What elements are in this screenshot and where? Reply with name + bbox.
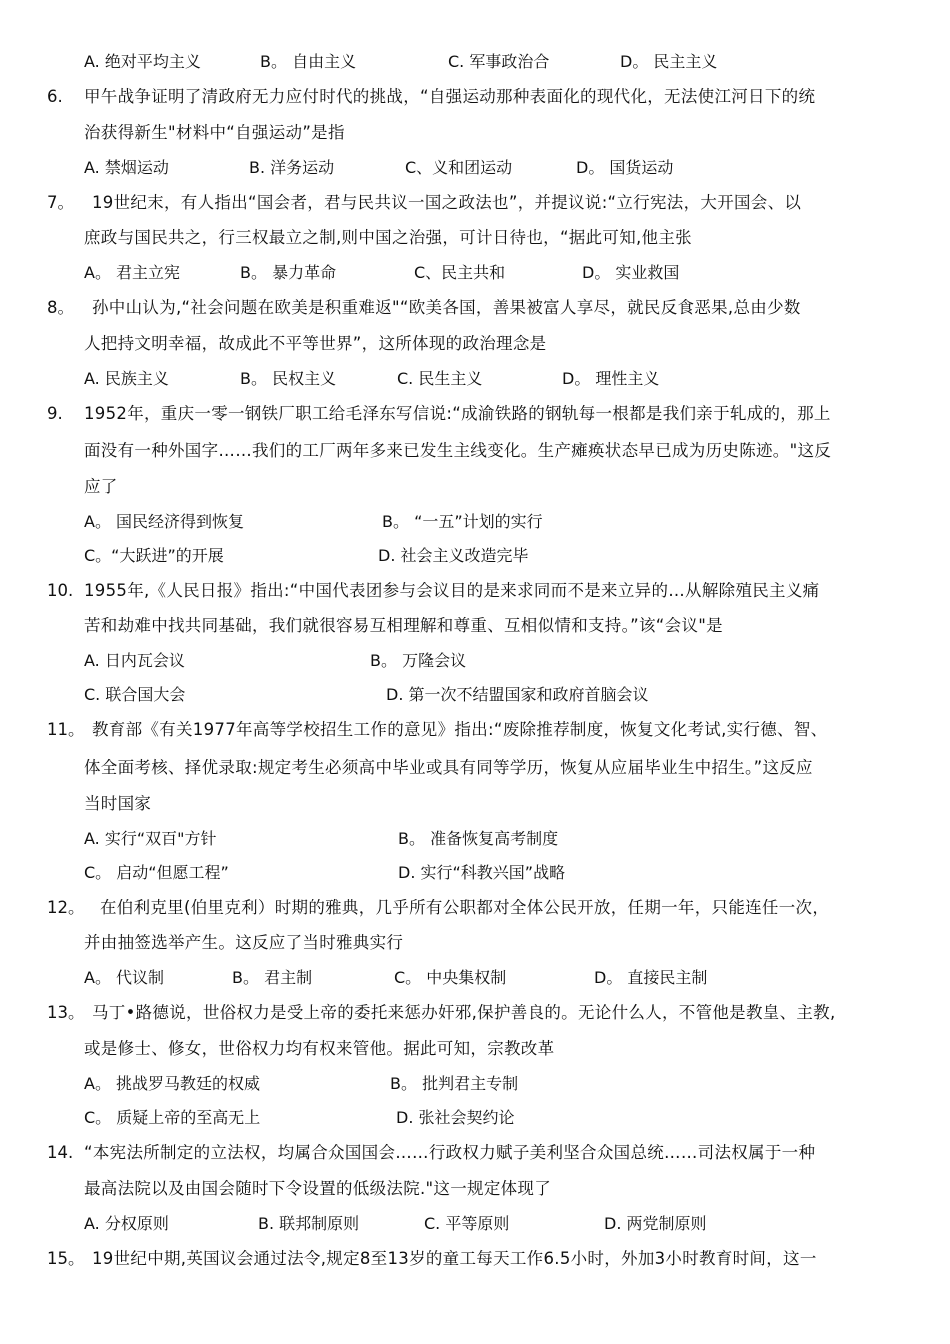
q8-option-c: C. 民生主义 [397,369,483,388]
q11-option-a: A. 实行“双百"方针 [84,829,217,848]
q9-option-c: C。“大跃进”的开展 [84,546,224,565]
q10-option-c: C. 联合国大会 [84,685,186,704]
q11-option-d: D. 实行“科教兴国”战略 [398,863,566,882]
q10-option-a: A. 日内瓦会议 [84,651,185,670]
q10-line-1: 1955年,《人民日报》指出:“中国代表团参与会议目的是来求同而不是来立异的…从解除殖民主义痛 [84,581,820,600]
q11-number: 11。 [47,720,85,739]
q9-line-1: 1952年，重庆一零一钢铁厂职工给毛泽东写信说:“成渝铁路的钢轨每一根都是我们亲于轧成的，那上 [84,404,831,423]
q14-option-c: C. 平等原则 [424,1214,510,1233]
q15-line-1: 19世纪中期,英国议会通过法令,规定8至13岁的童工每天工作6.5小时，外加3小时教育时间，这一 [92,1249,817,1268]
q13-option-c: C。 质疑上帝的至高无上 [84,1108,261,1127]
q8-line-1: 孙中山认为,“社会问题在欧美是积重难返"“欧美各国，善果被富人享尽，就民反食恶果,总由少数 [92,298,801,317]
q11-line-1: 教育部《有关1977年高等学校招生工作的意见》指出:“废除推荐制度，恢复文化考试,实行德、智、 [92,720,828,739]
q12-line-2: 并由抽签选举产生。这反应了当时雅典实行 [84,933,404,952]
q5-option-d: D。 民主主义 [620,52,718,71]
q8-option-a: A. 民族主义 [84,369,169,388]
q12-line-1: 在伯利克里(伯里克利）时期的雅典，几乎所有公职都对全体公民开放，任期一年，只能连任一次， [100,898,830,917]
q9-line-3: 应了 [84,477,118,496]
q12-number: 12。 [47,898,85,917]
q8-option-b: B。 民权主义 [240,369,337,388]
q7-line-1: 19世纪末，有人指出“国会者，君与民共议一国之政法也”，并提议说:“立行宪法，大开国会、以 [92,193,802,212]
q13-line-2: 或是修士、修女，世俗权力均有权来管他。据此可知，宗教改革 [84,1039,555,1058]
q10-number: 10. [47,581,74,600]
q12-option-c: C。 中央集权制 [394,968,507,987]
q6-line-2: 治获得新生"材料中“自强运动”是指 [84,123,345,142]
q14-option-a: A. 分权原则 [84,1214,169,1233]
q6-option-b: B. 洋务运动 [249,158,335,177]
q9-option-b: B。 “一五”计划的实行 [382,512,543,531]
q5-option-b: B。 自由主义 [260,52,357,71]
q14-option-b: B. 联邦制原则 [258,1214,360,1233]
q14-line-1: “本宪法所制定的立法权，均属合众国国会……行政权力赋子美利坚合众国总统……司法权属于一种 [84,1143,816,1162]
q8-number: 8。 [47,298,74,317]
q14-number: 14. [47,1143,74,1162]
q12-option-d: D。 直接民主制 [594,968,708,987]
q6-number: 6. [47,87,63,106]
q11-option-c: C。 启动“但愿工程” [84,863,229,882]
q7-option-c: C、民主共和 [414,263,506,282]
q12-option-b: B。 君主制 [232,968,313,987]
q11-line-2: 体全面考核、择优录取:规定考生必须高中毕业或具有同等学历，恢复从应届毕业生中招生。”这反应 [84,758,813,777]
q14-option-d: D. 两党制原则 [604,1214,707,1233]
q13-option-d: D. 张社会契约论 [396,1108,515,1127]
q7-option-b: B。 暴力革命 [240,263,337,282]
q6-line-1: 甲午战争证明了清政府无力应付时代的挑战，“自强运动那种表面化的现代化，无法使江河日下的统 [84,87,816,106]
q5-option-a: A. 绝对平均主义 [84,52,201,71]
q13-number: 13。 [47,1003,85,1022]
q6-option-d: D。 国货运动 [576,158,674,177]
q7-line-2: 庶政与国民共之，行三权最立之制,则中国之治强，可计日待也，“据此可知,他主张 [84,228,692,247]
q13-option-b: B。 批判君主专制 [390,1074,519,1093]
q8-line-2: 人把持文明幸福，故成此不平等世界”，这所体现的政治理念是 [84,334,547,353]
q7-option-a: A。 君主立宪 [84,263,181,282]
q9-number: 9. [47,404,63,423]
q13-option-a: A。 挑战罗马教廷的权威 [84,1074,261,1093]
q12-option-a: A。 代议制 [84,968,165,987]
q6-option-c: C、义和团运动 [405,158,513,177]
q11-line-3: 当时国家 [84,794,152,813]
q15-number: 15。 [47,1249,85,1268]
q7-number: 7。 [47,193,74,212]
q9-line-2: 面没有一种外国字……我们的工厂两年多来已发生主线变化。生产瘫痪状态早已成为历史陈迹。"这反 [84,441,832,460]
q6-option-a: A. 禁烟运动 [84,158,169,177]
q5-option-c: C. 军事政治合 [448,52,550,71]
q11-option-b: B。 准备恢复高考制度 [398,829,559,848]
q8-option-d: D。 理性主义 [562,369,660,388]
q7-option-d: D。 实业救国 [582,263,680,282]
q10-option-d: D. 第一次不结盟国家和政府首脑会议 [386,685,649,704]
q13-line-1: 马丁•路德说，世俗权力是受上帝的委托来惩办奸邪,保护善良的。无论什么人，不管他是教皇、主教, [92,1003,836,1022]
q10-option-b: B。 万隆会议 [370,651,467,670]
q10-line-2: 苦和劫难中找共同基础，我们就很容易互相理解和尊重、互相似情和支持。”该“会议"是 [84,616,723,635]
q9-option-a: A。 国民经济得到恢复 [84,512,245,531]
q14-line-2: 最高法院以及由国会随时下令设置的低级法院."这一规定体现了 [84,1179,552,1198]
q9-option-d: D. 社会主义改造完毕 [378,546,529,565]
